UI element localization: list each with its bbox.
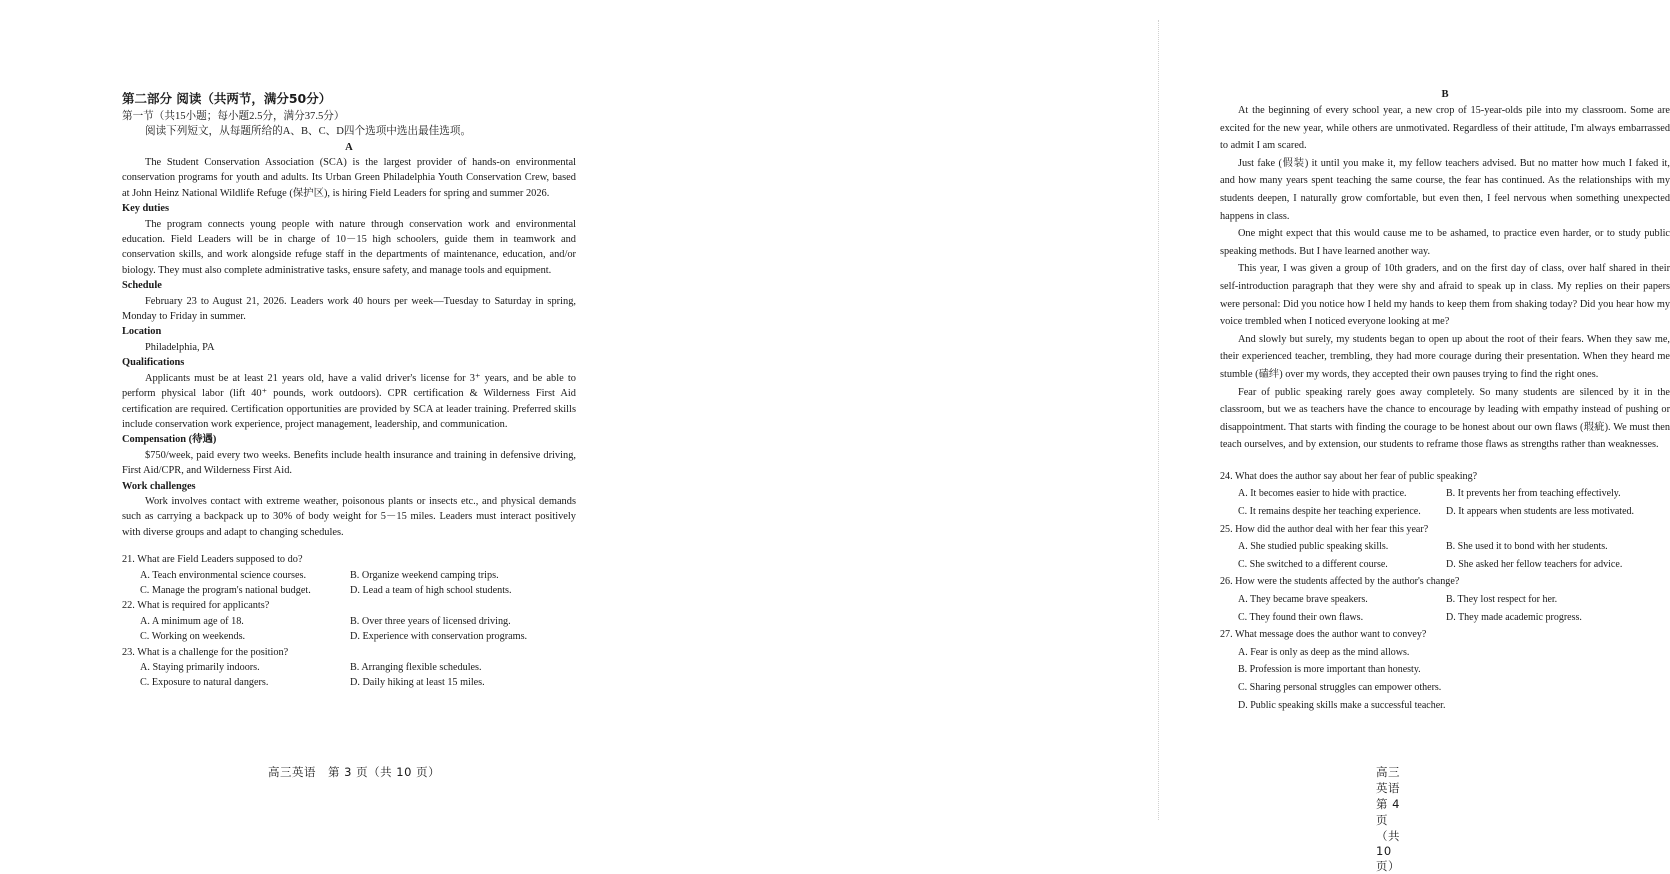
- question-24-options: [1220, 485, 1670, 520]
- passage-b-paragraph-3: One might expect that this would cause me to be ashamed, to practice even harder, or to study public speaking methods. But I have learned another way.: [1220, 228, 1670, 257]
- questions-21-23: [122, 552, 576, 691]
- question-21-options: [122, 568, 576, 599]
- qualifications-text: Applicants must be at least 21 years old, have a valid driver's license for 3⁺ years, and be able to perform physical labor (lift 40⁺ pounds, work outdoors). CPR certification & Wilderness First Aid certification are required. Certification opportunities are provided by SCA at leader training. Preferred skills include conservation work experience, project management, leadership, and communication.: [122, 372, 576, 430]
- option-26-b: B. They lost respect for her.: [1446, 594, 1558, 606]
- option-27-d: D. Public speaking skills make a successful teacher.: [1238, 699, 1446, 711]
- page-3: [0, 0, 600, 849]
- option-23-d: D. Daily hiking at least 15 miles.: [350, 677, 485, 689]
- location-heading: Location: [122, 326, 162, 338]
- option-23-b: B. Arranging flexible schedules.: [350, 662, 482, 673]
- work-challenges-text: Work involves contact with extreme weather, poisonous plants or insects etc., and physical demands such as carrying a backpack up to 30% of body weight for 5－15 miles. Leaders must interact positively with diverse groups and adapt to changing schedules.: [122, 495, 576, 538]
- right-column: [1220, 88, 1670, 714]
- option-26-c: C. They found their own flaws.: [1238, 611, 1364, 623]
- option-27-b: B. Profession is more important than honesty.: [1238, 664, 1421, 676]
- option-22-d: D. Experience with conservation programs.: [350, 631, 528, 643]
- option-25-a: A. She studied public speaking skills.: [1238, 541, 1389, 553]
- question-25-options: [1220, 538, 1670, 573]
- option-23-c: C. Exposure to natural dangers.: [140, 677, 269, 689]
- work-challenges-heading: Work challenges: [122, 480, 196, 492]
- compensation-heading: Compensation (待遇): [122, 434, 217, 446]
- qualifications-heading: Qualifications: [122, 357, 185, 369]
- option-21-a: A. Teach environmental science courses.: [140, 569, 306, 581]
- option-21-b: B. Organize weekend camping trips.: [350, 569, 499, 581]
- key-duties-heading: Key duties: [122, 203, 170, 215]
- question-21: 21. What are Field Leaders supposed to do?: [122, 554, 303, 566]
- option-27-c: C. Sharing personal struggles can empower others.: [1238, 682, 1442, 693]
- option-24-c: C. It remains despite her teaching experience.: [1238, 506, 1421, 518]
- option-24-d: D. It appears when students are less motivated.: [1446, 506, 1635, 518]
- scan-edge-divider: [1158, 20, 1169, 820]
- passage-b-paragraph-5: And slowly but surely, my students began to open up about the root of their fears. When they saw me, their experienced teacher, trembling, they had more courage during their presentation. When they heard me stumble (磕绊) over my words, they accepted their own pauses trying to find the right ones.: [1220, 333, 1670, 380]
- section-subtitle: 第一节（共15小题；每小题2.5分，满分37.5分）: [122, 111, 345, 122]
- page-4: [600, 0, 1670, 873]
- question-22: 22. What is required for applicants?: [122, 600, 270, 612]
- schedule-text: February 23 to August 21, 2026. Leaders work 40 hours per week—Tuesday to Saturday in spring, Monday to Friday in summer.: [122, 295, 576, 323]
- passage-a-label: A: [345, 142, 353, 153]
- section-title: 第二部分 阅读（共两节，满分50分）: [122, 91, 332, 106]
- option-22-a: A. A minimum age of 18.: [140, 615, 244, 627]
- option-24-b: B. It prevents her from teaching effectively.: [1446, 488, 1621, 500]
- question-23-options: [122, 660, 576, 691]
- passage-b-paragraph-1: At the beginning of every school year, a new crop of 15-year-olds pile into my classroom. Some are excited for the new year, while others are unmotivated. Regardless of their attitude, I'm always embarrassed to admit I am scared.: [1220, 105, 1670, 152]
- question-24: 24. What does the author say about her fear of public speaking?: [1220, 470, 1478, 482]
- option-21-d: D. Lead a team of high school students.: [350, 584, 512, 596]
- question-22-options: [122, 614, 576, 645]
- questions-24-27: [1220, 468, 1670, 714]
- option-22-b: B. Over three years of licensed driving.: [350, 615, 511, 627]
- instruction: 阅读下列短文，从每题所给的A、B、C、D四个选项中选出最佳选项。: [145, 126, 472, 137]
- location-text: Philadelphia, PA: [145, 341, 215, 353]
- option-26-d: D. They made academic progress.: [1446, 611, 1582, 623]
- left-column: [122, 90, 576, 691]
- option-23-a: A. Staying primarily indoors.: [140, 662, 260, 673]
- passage-b-paragraph-2: Just fake (假装) it until you make it, my fellow teachers advised. But no matter how much I faked it, and how many years spent teaching the same course, the fear has continued. As the relationships with my students deepen, I naturally grow comfortable, but even then, I feel nervous when something unexpected happens in class.: [1220, 157, 1670, 222]
- option-25-b: B. She used it to bond with her students.: [1446, 541, 1608, 553]
- question-26-options: [1220, 591, 1670, 626]
- page-footer-left: 高三英语 第 3 页（共 10 页）: [268, 765, 441, 779]
- option-24-a: A. It becomes easier to hide with practice.: [1238, 488, 1407, 500]
- option-25-d: D. She asked her fellow teachers for advice.: [1446, 558, 1623, 570]
- schedule-heading: Schedule: [122, 280, 162, 292]
- page-footer-right: 高三英语 第 4 页（共 10 页）: [1376, 765, 1412, 873]
- compensation-text: $750/week, paid every two weeks. Benefits include health insurance and training in defensive driving, First Aid/CPR, and Wilderness First Aid.: [122, 449, 576, 477]
- option-22-c: C. Working on weekends.: [140, 631, 246, 643]
- question-26: 26. How were the students affected by the author's change?: [1220, 576, 1460, 588]
- passage-b-label: B: [1441, 89, 1449, 100]
- question-27: 27. What message does the author want to convey?: [1220, 629, 1427, 641]
- passage-a-intro: The Student Conservation Association (SCA) is the largest provider of hands-on environmental conservation programs for youth and adults. Its Urban Green Philadelphia Youth Conservation Crew, based at John Heinz National Wildlife Refuge (保护区), is hiring Field Leaders for spring and summer 2026.: [122, 157, 576, 199]
- option-25-c: C. She switched to a different course.: [1238, 558, 1388, 570]
- passage-b-paragraph-4: This year, I was given a group of 10th graders, and on the first day of class, over half shared in their self-introduction paragraph that they were shy and afraid to speak up in class. My replies on their papers were personal: Did you notice how I held my hands to keep them from shaking today? Did you hear how my voice trembled when I noticed everyone looking at me?: [1220, 263, 1670, 328]
- key-duties-text: The program connects young people with nature through conservation work and environmental education. Field Leaders will be in charge of 10－15 high schoolers, guide them in teamwork and conservation skills, and work alongside refuge staff in the departments of maintenance, education, and/or biology. They must also complete administrative tasks, ensure safety, and manage tools and equipment.: [122, 218, 576, 276]
- option-26-a: A. They became brave speakers.: [1238, 594, 1368, 606]
- option-27-a: A. Fear is only as deep as the mind allows.: [1238, 646, 1410, 658]
- question-25: 25. How did the author deal with her fear this year?: [1220, 523, 1429, 535]
- passage-b-paragraph-6: Fear of public speaking rarely goes away completely. So many students are silenced by it in the classroom, but we as teachers have the chance to encourage by leading with empathy instead of pushing or disappointment. That starts with finding the courage to be honest about our own flaws (瑕疵). We must then teach ourselves, and by extension, our students to reframe those flaws as strengths rather than weaknesses.: [1220, 386, 1670, 451]
- question-23: 23. What is a challenge for the position?: [122, 646, 289, 658]
- option-21-c: C. Manage the program's national budget.: [140, 584, 311, 596]
